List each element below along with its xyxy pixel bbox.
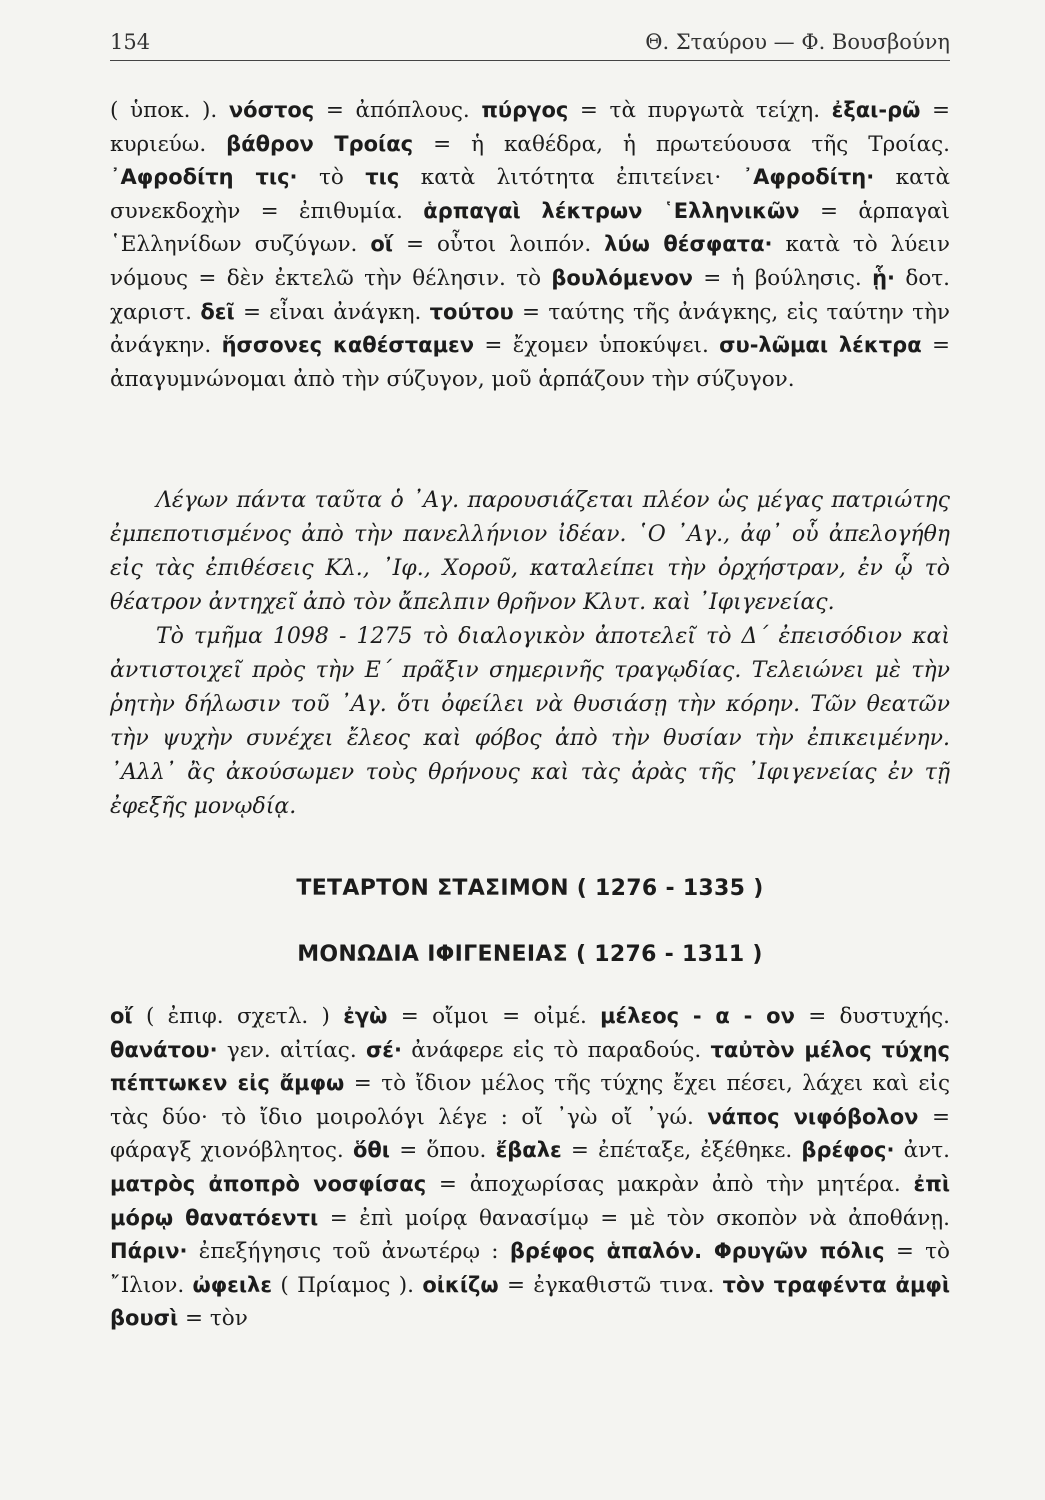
gloss-term: τούτου <box>429 299 514 324</box>
glossary-notes-bottom <box>110 1000 950 1336</box>
section-title-stasimon: ΤΕΤΑΡΤΟΝ ΣΤΑΣΙΜΟΝ ( 1276 - 1335 ) <box>296 876 764 901</box>
gloss-text: ( Πρίαμος ). <box>272 1272 423 1298</box>
commentary-paragraph: Τὸ τμῆμα 1098 - 1275 τὸ διαλογικὸν ἀποτελεῖ τὸ Δ΄ ἐπεισόδιον καὶ ἀντιστοιχεῖ πρὸς τὴν Ε΄ πρᾶξιν σημερινῆς τραγῳδίας. Τελειώνει μὲ τὴν ῥητὴν δήλωσιν τοῦ ᾿Αγ. ὅτι ὀφείλει νὰ θυσιάσῃ τὴν κόρην. Τῶν θεατῶν τὴν ψυχὴν συνέχει ἔλεος καὶ φόβος ἀπὸ τὴν θυσίαν τὴν ἐπικειμένην. ᾿Αλλ᾿ ἂς ἀκούσωμεν τοὺς θρήνους καὶ τὰς ἀρὰς τῆς ᾿Ιφιγενείας ἐν τῇ ἐφεξῆς μονῳδίᾳ. <box>110 624 950 819</box>
gloss-term: οἰκίζω <box>422 1272 499 1297</box>
gloss-term: θανάτου· <box>110 1037 218 1062</box>
running-head: Θ. Σταύρου — Φ. Βουσβούνη <box>645 30 950 54</box>
gloss-text: = ὅπου. <box>389 1138 496 1164</box>
gloss-term: συ-λῶμαι λέκτρα <box>719 333 922 358</box>
section-title-monody: ΜΟΝΩΔΙΑ ΙΦΙΓΕΝΕΙΑΣ ( 1276 - 1311 ) <box>297 942 763 967</box>
gloss-text: = ἔχομεν ὑποκύψει. <box>474 333 720 359</box>
gloss-term: ᾿Αφροδίτη τις· <box>110 165 298 190</box>
gloss-term: σέ· <box>365 1037 402 1062</box>
gloss-text: = ἁρπαγαὶ ῾Ελληνίδων συζύγων. <box>110 198 950 258</box>
gloss-text: = ἡ καθέδρα, ἡ πρωτεύουσα τῆς Τροίας. <box>413 131 950 157</box>
glossary-notes-top <box>110 94 950 396</box>
gloss-text: = εἶναι ἀνάγκη. <box>234 299 430 325</box>
header-rule <box>110 60 950 61</box>
gloss-text: = οἴμοι = οἰμέ. <box>387 1004 601 1029</box>
gloss-text: ἀντ. <box>894 1138 950 1164</box>
gloss-term: τὸν τραφέντα ἀμφὶ βουσὶ <box>110 1272 951 1331</box>
gloss-term: ᾿Αφροδίτη· <box>742 165 875 190</box>
gloss-text: = τὸ ἴδιον μέλος τῆς τύχης ἔχει πέσει, λάχει καὶ εἰς τὰς δύο· τὸ ἴδιο μοιρολόγι λέγε : οἴ ᾿γὼ οἴ ᾿γώ. <box>110 1071 950 1130</box>
gloss-text: = τὸ ῎Ιλιον. <box>110 1239 950 1298</box>
gloss-term: ἐπὶ μόρῳ θανατόεντι <box>110 1171 950 1230</box>
gloss-text: = τὸν <box>178 1306 248 1332</box>
gloss-term: ἥσσονες καθέσταμεν <box>221 333 475 358</box>
page-header <box>110 22 950 56</box>
gloss-term: βάθρον Τροίας <box>226 131 414 156</box>
gloss-text: = φάραγξ χιονόβλητος. <box>110 1104 950 1164</box>
gloss-term: νόστος <box>228 98 315 122</box>
gloss-text: = τὰ πυργωτὰ τείχη. <box>568 98 832 123</box>
gloss-term: λύω θέσφατα· <box>604 232 773 257</box>
gloss-text: κατὰ λιτότητα ἐπιτείνει· <box>399 165 743 191</box>
commentary <box>110 484 950 824</box>
gloss-text: = ἐγκαθιστῶ τινα. <box>498 1272 723 1298</box>
gloss-text: = ταύτης τῆς ἀνάγκης, εἰς ταύτην τὴν ἀνάγκην. <box>110 299 950 359</box>
gloss-text: ( ὑποκ. ). <box>110 98 229 123</box>
gloss-term: ἔβαλε <box>495 1138 562 1163</box>
gloss-term: ἐγὼ <box>343 1004 388 1028</box>
gloss-term: ὅθι <box>352 1138 390 1163</box>
gloss-term: νάπος νιφόβολον <box>707 1104 919 1129</box>
gloss-text: ἀνάφερε εἰς τὸ παραδούς. <box>401 1037 711 1063</box>
gloss-term: ἁρπαγαὶ λέκτρων ῾Ελληνικῶν <box>423 198 800 223</box>
page-number: 154 <box>110 30 151 54</box>
gloss-text: τὸ <box>297 165 366 191</box>
gloss-term: ὠφειλε <box>192 1272 273 1297</box>
gloss-text: = ἀποχωρίσας μακρὰν ἀπὸ τὴν μητέρα. <box>426 1171 914 1197</box>
gloss-text: = ἀπόπλους. <box>314 98 482 123</box>
gloss-term: τις <box>365 165 400 190</box>
gloss-text: = ἡ βούλησις. <box>692 265 873 291</box>
gloss-term: ματρὸς ἀποπρὸ νοσφίσας <box>110 1171 427 1196</box>
gloss-text: = ἐπὶ μοίρᾳ θανασίμῳ = μὲ τὸν σκοπὸν νὰ ἀποθάνῃ. <box>318 1205 950 1231</box>
gloss-text: κατὰ συνεκδοχὴν = ἐπιθυμία. <box>110 165 951 224</box>
gloss-text: ( ἐπιφ. σχετλ. ) <box>132 1004 344 1029</box>
gloss-text: = ἐπέταξε, ἐξέθηκε. <box>561 1138 802 1164</box>
gloss-term: οἵ <box>370 232 393 257</box>
gloss-term: ταὐτὸν μέλος τύχης πέπτωκεν εἰς ἄμφω <box>110 1037 950 1096</box>
gloss-text: = ἀπαγυμνώνομαι ἀπὸ τὴν σύζυγον, μοῦ ἁρπάζουν τὴν σύζυγον. <box>110 333 951 392</box>
gloss-text: γεν. αἰτίας. <box>217 1037 366 1063</box>
gloss-term: βρέφος· <box>801 1138 895 1163</box>
gloss-term: ἐξαι-ρῶ <box>831 98 921 122</box>
gloss-text: = οὗτοι λοιπόν. <box>392 232 605 258</box>
gloss-term: ᾗ· <box>872 265 896 290</box>
commentary-paragraph: Λέγων πάντα ταῦτα ὁ ᾿Αγ. παρουσιάζεται πλέον ὡς μέγας πατριώτης ἐμπεποτισμένος ἀπὸ τὴν πανελλήνιον ἰδέαν. ῾Ο ᾿Αγ., ἀφ᾿ οὗ ἀπελογήθη εἰς τὰς ἐπιθέσεις Κλ., ᾿Ιφ., Χοροῦ, καταλείπει τὴν ὀρχήστραν, ἐν ᾧ τὸ θέατρον ἀντηχεῖ ἀπὸ τὸν ἄπελπιν θρῆνον Κλυτ. καὶ ᾿Ιφιγενείας. <box>110 488 950 615</box>
gloss-term: πύργος <box>481 98 569 122</box>
gloss-term: μέλεος - α - ον <box>600 1004 795 1028</box>
gloss-term: Πάριν· <box>110 1239 188 1264</box>
gloss-term: δεῖ <box>200 299 235 324</box>
gloss-text: = κυριεύω. <box>110 98 950 157</box>
gloss-text: = δυστυχής. <box>794 1004 950 1029</box>
gloss-term: βρέφος ἁπαλόν. Φρυγῶν πόλις <box>509 1239 885 1264</box>
gloss-text: δοτ. χαριστ. <box>110 265 950 325</box>
gloss-text: ἐπεξήγησις τοῦ ἀνωτέρῳ : <box>187 1239 510 1265</box>
gloss-text: κατὰ τὸ λύειν νόμους = δὲν ἐκτελῶ τὴν θέλησιν. τὸ <box>110 232 950 291</box>
gloss-term: βουλόμενον <box>551 265 693 290</box>
gloss-term: οἴ <box>110 1004 133 1028</box>
